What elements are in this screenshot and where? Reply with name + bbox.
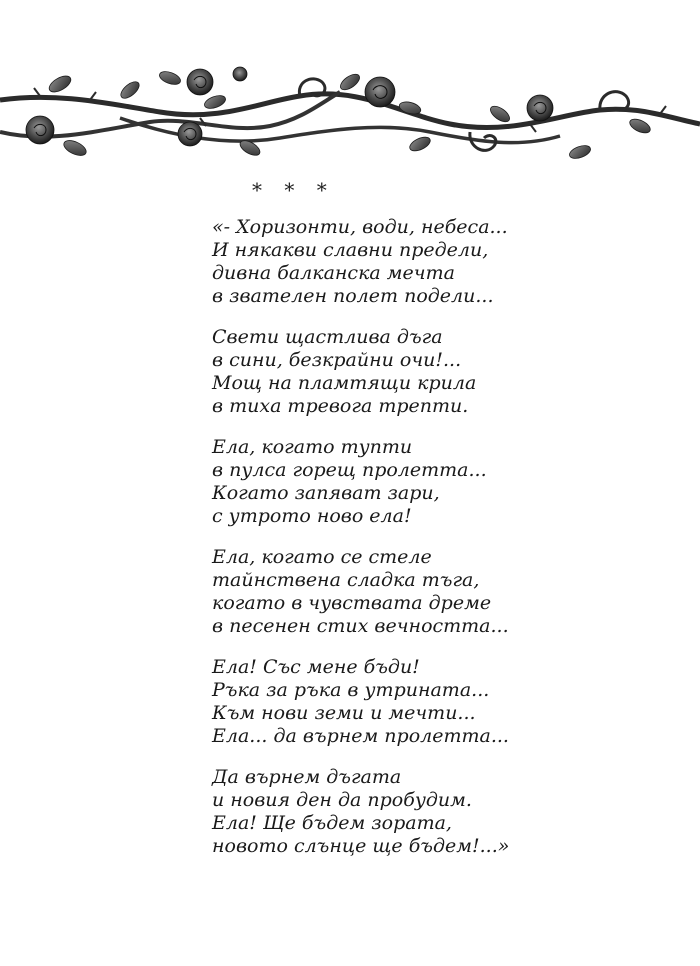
- poem-line: в пулса горещ пролетта...: [212, 459, 487, 481]
- poem-line: тайнствена сладка тъга,: [212, 569, 480, 591]
- poem-line: дивна балканска мечта: [212, 262, 455, 284]
- section-separator: * * *: [252, 178, 335, 202]
- poem-line: Да върнем дъгата: [212, 766, 402, 788]
- poem-line: И някакви славни предели,: [212, 239, 489, 261]
- poem-line: в тиха тревога трепти.: [212, 395, 469, 417]
- rose-vine-icon: [0, 52, 700, 170]
- poem-line: новото слънце ще бъдем!...»: [212, 835, 510, 857]
- poem: [212, 216, 682, 876]
- poem-line: в песенен стих вечността...: [212, 615, 509, 637]
- poem-line: Към нови земи и мечти...: [212, 702, 476, 724]
- poem-line: Свети щастлива дъга: [212, 326, 443, 348]
- rose-vine-ornament: [0, 52, 700, 170]
- poem-line: Ела! Ще бъдем зората,: [212, 812, 452, 834]
- poem-line: в звателен полет подели...: [212, 285, 494, 307]
- poem-line: и новия ден да пробудим.: [212, 789, 472, 811]
- stanza: [212, 436, 682, 528]
- poem-line: Ела... да върнем пролетта...: [212, 725, 509, 747]
- poem-line: Ела! Със мене бъди!: [212, 656, 420, 678]
- poem-line: Ела, когато тупти: [212, 436, 413, 458]
- stanza: [212, 326, 682, 418]
- poem-line: когато в чувствата дреме: [212, 592, 492, 614]
- stanza: [212, 656, 682, 748]
- poem-line: Мощ на пламтящи крила: [212, 372, 477, 394]
- stanza: [212, 546, 682, 638]
- poem-line: Ела, когато се стеле: [212, 546, 432, 568]
- stanza: [212, 766, 682, 858]
- poem-line: Ръка за ръка в утрината...: [212, 679, 490, 701]
- poem-line: в сини, безкрайни очи!...: [212, 349, 462, 371]
- poem-line: Когато запяват зари,: [212, 482, 440, 504]
- poem-line: с утрото ново ела!: [212, 505, 412, 527]
- stanza: [212, 216, 682, 308]
- poem-line: «- Хоризонти, води, небеса...: [212, 216, 508, 238]
